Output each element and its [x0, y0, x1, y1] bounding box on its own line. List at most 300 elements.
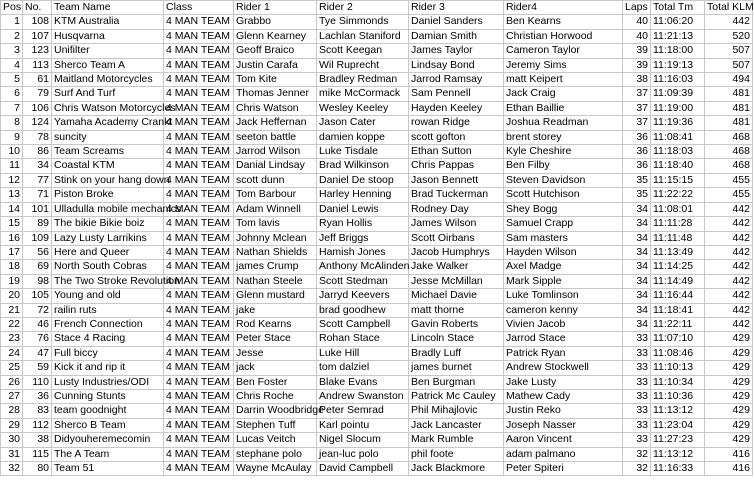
cell-rider-4: Jack Craig [504, 87, 623, 101]
cell-number: 77 [23, 173, 52, 187]
cell-rider-4: Luke Tomlinson [504, 289, 623, 303]
header-rider-3: Rider 3 [409, 1, 504, 15]
cell-rider-4: Andrew Stockwell [504, 361, 623, 375]
cell-laps: 34 [623, 289, 651, 303]
cell-pos: 27 [1, 389, 23, 403]
cell-rider-2: Daniel Lewis [317, 202, 409, 216]
table-row [1, 433, 753, 447]
cell-total-klm: 507 [705, 58, 753, 72]
cell-laps: 38 [623, 73, 651, 87]
cell-total-klm: 442 [705, 274, 753, 288]
table-row [1, 217, 753, 231]
cell-number: 80 [23, 462, 52, 476]
cell-rider-3: rowan Ridge [409, 116, 504, 130]
cell-rider-2: Jason Cater [317, 116, 409, 130]
cell-rider-2: Andrew Swanston [317, 389, 409, 403]
cell-pos: 7 [1, 101, 23, 115]
table-row [1, 462, 753, 476]
cell-total-klm: 442 [705, 317, 753, 331]
cell-rider-1: Jesse [234, 346, 317, 360]
cell-rider-3: Chris Pappas [409, 159, 504, 173]
cell-rider-1: Lucas Veitch [234, 433, 317, 447]
cell-class: 4 MAN TEAM [164, 404, 234, 418]
cell-total-time: 11:07:10 [651, 332, 705, 346]
header-number: No. [23, 1, 52, 15]
cell-rider-4: Scott Hutchison [504, 188, 623, 202]
cell-laps: 40 [623, 29, 651, 43]
cell-rider-1: Adam Winnell [234, 202, 317, 216]
table-row [1, 332, 753, 346]
cell-pos: 15 [1, 217, 23, 231]
cell-total-time: 11:13:49 [651, 245, 705, 259]
cell-total-klm: 494 [705, 73, 753, 87]
header-team-name: Team Name [52, 1, 164, 15]
table-row [1, 418, 753, 432]
cell-total-klm: 429 [705, 375, 753, 389]
cell-pos: 19 [1, 274, 23, 288]
cell-number: 34 [23, 159, 52, 173]
cell-pos: 22 [1, 317, 23, 331]
cell-class: 4 MAN TEAM [164, 44, 234, 58]
cell-rider-4: Ben Kearns [504, 15, 623, 29]
cell-rider-1: Jack Heffernan [234, 116, 317, 130]
cell-rider-4: Peter Spiteri [504, 462, 623, 476]
cell-number: 38 [23, 433, 52, 447]
table-row [1, 130, 753, 144]
cell-rider-1: stephane polo [234, 447, 317, 461]
cell-class: 4 MAN TEAM [164, 217, 234, 231]
table-row [1, 289, 753, 303]
cell-laps: 40 [623, 15, 651, 29]
cell-rider-4: Hayden Wilson [504, 245, 623, 259]
table-row [1, 44, 753, 58]
cell-number: 98 [23, 274, 52, 288]
cell-rider-2: Jeff Briggs [317, 231, 409, 245]
cell-number: 47 [23, 346, 52, 360]
cell-total-time: 11:16:33 [651, 462, 705, 476]
cell-rider-1: Peter Stace [234, 332, 317, 346]
cell-rider-3: Jack Blackmore [409, 462, 504, 476]
cell-laps: 34 [623, 217, 651, 231]
table-row [1, 361, 753, 375]
cell-team-name: suncity [52, 130, 164, 144]
cell-rider-1: Tom Kite [234, 73, 317, 87]
cell-total-time: 11:19:36 [651, 116, 705, 130]
cell-class: 4 MAN TEAM [164, 188, 234, 202]
cell-rider-4: Vivien Jacob [504, 317, 623, 331]
cell-class: 4 MAN TEAM [164, 375, 234, 389]
cell-rider-2: Rohan Stace [317, 332, 409, 346]
table-row [1, 101, 753, 115]
cell-total-klm: 507 [705, 44, 753, 58]
cell-laps: 37 [623, 101, 651, 115]
cell-rider-2: Luke Hill [317, 346, 409, 360]
cell-rider-3: Ethan Sutton [409, 145, 504, 159]
cell-rider-4: Steven Davidson [504, 173, 623, 187]
cell-rider-3: Jake Walker [409, 260, 504, 274]
cell-number: 36 [23, 389, 52, 403]
cell-pos: 4 [1, 58, 23, 72]
cell-total-klm: 455 [705, 173, 753, 187]
cell-total-klm: 442 [705, 303, 753, 317]
cell-total-time: 11:18:00 [651, 44, 705, 58]
cell-rider-3: Jack Lancaster [409, 418, 504, 432]
cell-rider-3: Patrick Mc Cauley [409, 389, 504, 403]
header-laps: Laps [623, 1, 651, 15]
cell-rider-4: Ben Filby [504, 159, 623, 173]
cell-class: 4 MAN TEAM [164, 361, 234, 375]
cell-rider-1: seeton battle [234, 130, 317, 144]
cell-laps: 34 [623, 245, 651, 259]
cell-class: 4 MAN TEAM [164, 418, 234, 432]
cell-laps: 34 [623, 303, 651, 317]
cell-rider-4: Christian Horwood [504, 29, 623, 43]
cell-total-time: 11:11:28 [651, 217, 705, 231]
cell-rider-3: Sam Pennell [409, 87, 504, 101]
cell-total-klm: 442 [705, 202, 753, 216]
cell-rider-4: adam palmano [504, 447, 623, 461]
header-total-klm: Total KLM [705, 1, 753, 15]
table-body [1, 15, 753, 476]
cell-rider-1: Grabbo [234, 15, 317, 29]
cell-laps: 34 [623, 274, 651, 288]
cell-rider-1: Ben Foster [234, 375, 317, 389]
cell-laps: 32 [623, 462, 651, 476]
cell-rider-1: Darrin Woodbridge [234, 404, 317, 418]
cell-rider-3: Jarrod Ramsay [409, 73, 504, 87]
table-row [1, 245, 753, 259]
cell-laps: 35 [623, 188, 651, 202]
cell-laps: 37 [623, 116, 651, 130]
cell-laps: 33 [623, 375, 651, 389]
cell-total-time: 11:13:12 [651, 447, 705, 461]
cell-laps: 35 [623, 173, 651, 187]
cell-laps: 33 [623, 404, 651, 418]
cell-rider-4: brent storey [504, 130, 623, 144]
cell-pos: 20 [1, 289, 23, 303]
cell-class: 4 MAN TEAM [164, 173, 234, 187]
cell-class: 4 MAN TEAM [164, 116, 234, 130]
cell-total-klm: 468 [705, 145, 753, 159]
cell-rider-2: Anthony McAlinden [317, 260, 409, 274]
cell-class: 4 MAN TEAM [164, 245, 234, 259]
cell-number: 86 [23, 145, 52, 159]
cell-total-klm: 416 [705, 447, 753, 461]
cell-total-time: 11:13:12 [651, 404, 705, 418]
header-total-time: Total Tm [651, 1, 705, 15]
cell-rider-2: damien koppe [317, 130, 409, 144]
cell-pos: 21 [1, 303, 23, 317]
cell-pos: 9 [1, 130, 23, 144]
cell-rider-4: matt Keipert [504, 73, 623, 87]
cell-total-klm: 481 [705, 116, 753, 130]
cell-rider-3: Lindsay Bond [409, 58, 504, 72]
cell-rider-2: Wesley Keeley [317, 101, 409, 115]
cell-rider-3: Rodney Day [409, 202, 504, 216]
cell-pos: 2 [1, 29, 23, 43]
table-row [1, 173, 753, 187]
cell-number: 71 [23, 188, 52, 202]
cell-class: 4 MAN TEAM [164, 332, 234, 346]
cell-total-time: 11:18:41 [651, 303, 705, 317]
cell-number: 112 [23, 418, 52, 432]
cell-number: 110 [23, 375, 52, 389]
table-row [1, 375, 753, 389]
cell-rider-3: Phil Mihajlovic [409, 404, 504, 418]
cell-total-klm: 429 [705, 404, 753, 418]
cell-total-time: 11:15:15 [651, 173, 705, 187]
cell-rider-3: Scott Oirbans [409, 231, 504, 245]
cell-pos: 29 [1, 418, 23, 432]
table-row [1, 389, 753, 403]
cell-total-time: 11:08:01 [651, 202, 705, 216]
cell-rider-3: James Wilson [409, 217, 504, 231]
cell-pos: 30 [1, 433, 23, 447]
cell-team-name: Here and Queer [52, 245, 164, 259]
cell-number: 72 [23, 303, 52, 317]
cell-rider-3: Damian Smith [409, 29, 504, 43]
table-row [1, 202, 753, 216]
cell-total-klm: 442 [705, 260, 753, 274]
cell-pos: 1 [1, 15, 23, 29]
cell-total-klm: 429 [705, 389, 753, 403]
cell-total-klm: 429 [705, 346, 753, 360]
cell-rider-2: Luke Tisdale [317, 145, 409, 159]
cell-rider-4: Mathew Cady [504, 389, 623, 403]
cell-pos: 16 [1, 231, 23, 245]
cell-team-name: The A Team [52, 447, 164, 461]
cell-rider-1: jake [234, 303, 317, 317]
cell-rider-3: james burnet [409, 361, 504, 375]
cell-rider-3: Mark Rumble [409, 433, 504, 447]
table-row [1, 447, 753, 461]
cell-rider-4: Joseph Nasser [504, 418, 623, 432]
cell-number: 69 [23, 260, 52, 274]
cell-number: 107 [23, 29, 52, 43]
cell-rider-3: Ben Burgman [409, 375, 504, 389]
cell-team-name: The bikie Bikie boiz [52, 217, 164, 231]
cell-class: 4 MAN TEAM [164, 145, 234, 159]
table-row [1, 260, 753, 274]
cell-rider-2: Ryan Hollis [317, 217, 409, 231]
cell-rider-2: Hamish Jones [317, 245, 409, 259]
cell-rider-1: Rod Kearns [234, 317, 317, 331]
cell-pos: 6 [1, 87, 23, 101]
cell-rider-4: Joshua Readman [504, 116, 623, 130]
cell-class: 4 MAN TEAM [164, 15, 234, 29]
cell-team-name: Coastal KTM [52, 159, 164, 173]
cell-team-name: Husqvarna [52, 29, 164, 43]
cell-class: 4 MAN TEAM [164, 58, 234, 72]
cell-rider-1: Danial Lindsay [234, 159, 317, 173]
cell-class: 4 MAN TEAM [164, 317, 234, 331]
cell-number: 113 [23, 58, 52, 72]
header-class: Class [164, 1, 234, 15]
table-row [1, 87, 753, 101]
cell-rider-3: Michael Davie [409, 289, 504, 303]
header-rider-1: Rider 1 [234, 1, 317, 15]
cell-laps: 34 [623, 231, 651, 245]
cell-total-time: 11:10:36 [651, 389, 705, 403]
cell-number: 105 [23, 289, 52, 303]
cell-total-time: 11:16:44 [651, 289, 705, 303]
header-rider-4: Rider4 [504, 1, 623, 15]
cell-total-time: 11:22:11 [651, 317, 705, 331]
cell-team-name: Ulladulla mobile mechanics [52, 202, 164, 216]
cell-total-time: 11:09:39 [651, 87, 705, 101]
cell-total-klm: 455 [705, 188, 753, 202]
cell-rider-1: Glenn Kearney [234, 29, 317, 43]
cell-rider-2: Blake Evans [317, 375, 409, 389]
table-row [1, 404, 753, 418]
cell-team-name: Maitland Motorcycles [52, 73, 164, 87]
cell-number: 59 [23, 361, 52, 375]
cell-number: 79 [23, 87, 52, 101]
cell-team-name: Didyouheremecomin [52, 433, 164, 447]
cell-rider-2: Harley Henning [317, 188, 409, 202]
cell-rider-1: Wayne McAulay [234, 462, 317, 476]
cell-laps: 39 [623, 44, 651, 58]
cell-number: 76 [23, 332, 52, 346]
cell-team-name: Stace 4 Racing [52, 332, 164, 346]
cell-laps: 33 [623, 418, 651, 432]
cell-number: 56 [23, 245, 52, 259]
cell-number: 115 [23, 447, 52, 461]
cell-class: 4 MAN TEAM [164, 130, 234, 144]
cell-pos: 10 [1, 145, 23, 159]
cell-rider-3: Daniel Sanders [409, 15, 504, 29]
cell-number: 61 [23, 73, 52, 87]
cell-number: 101 [23, 202, 52, 216]
table-row [1, 317, 753, 331]
cell-rider-4: Jake Lusty [504, 375, 623, 389]
cell-total-klm: 416 [705, 462, 753, 476]
cell-rider-1: Geoff Braico [234, 44, 317, 58]
cell-pos: 26 [1, 375, 23, 389]
cell-total-time: 11:08:46 [651, 346, 705, 360]
cell-number: 124 [23, 116, 52, 130]
cell-rider-1: Johnny Mclean [234, 231, 317, 245]
cell-rider-2: Karl pointu [317, 418, 409, 432]
cell-rider-1: Nathan Steele [234, 274, 317, 288]
cell-rider-2: tom dalziel [317, 361, 409, 375]
cell-number: 109 [23, 231, 52, 245]
cell-laps: 33 [623, 361, 651, 375]
cell-pos: 5 [1, 73, 23, 87]
cell-rider-3: matt thorne [409, 303, 504, 317]
cell-total-klm: 442 [705, 231, 753, 245]
table-row [1, 15, 753, 29]
cell-class: 4 MAN TEAM [164, 87, 234, 101]
cell-pos: 17 [1, 245, 23, 259]
cell-total-time: 11:21:13 [651, 29, 705, 43]
cell-rider-4: Justin Reko [504, 404, 623, 418]
cell-team-name: French Connection [52, 317, 164, 331]
cell-rider-1: Nathan Shields [234, 245, 317, 259]
cell-total-klm: 520 [705, 29, 753, 43]
cell-laps: 33 [623, 332, 651, 346]
cell-class: 4 MAN TEAM [164, 346, 234, 360]
table-row [1, 73, 753, 87]
header-pos: Pos [1, 1, 23, 15]
cell-class: 4 MAN TEAM [164, 202, 234, 216]
table-row [1, 145, 753, 159]
cell-rider-2: jean-luc polo [317, 447, 409, 461]
cell-team-name: North South Cobras [52, 260, 164, 274]
cell-rider-1: Jarrod Wilson [234, 145, 317, 159]
cell-total-time: 11:27:23 [651, 433, 705, 447]
cell-total-time: 11:16:03 [651, 73, 705, 87]
cell-total-klm: 468 [705, 159, 753, 173]
cell-rider-4: Samuel Crapp [504, 217, 623, 231]
cell-rider-1: Glenn mustard [234, 289, 317, 303]
cell-class: 4 MAN TEAM [164, 159, 234, 173]
cell-total-klm: 442 [705, 289, 753, 303]
cell-team-name: Cunning Stunts [52, 389, 164, 403]
table-row [1, 274, 753, 288]
cell-total-time: 11:06:20 [651, 15, 705, 29]
cell-rider-4: Kyle Cheshire [504, 145, 623, 159]
cell-rider-1: jack [234, 361, 317, 375]
cell-team-name: Full biccy [52, 346, 164, 360]
cell-team-name: Young and old [52, 289, 164, 303]
cell-rider-4: Axel Madge [504, 260, 623, 274]
cell-rider-2: Nigel Slocum [317, 433, 409, 447]
cell-rider-3: phil foote [409, 447, 504, 461]
cell-total-time: 11:22:22 [651, 188, 705, 202]
cell-rider-1: scott dunn [234, 173, 317, 187]
cell-team-name: Lazy Lusty Larrikins [52, 231, 164, 245]
cell-number: 83 [23, 404, 52, 418]
cell-rider-1: Justin Carafa [234, 58, 317, 72]
cell-rider-2: Scott Stedman [317, 274, 409, 288]
cell-total-klm: 429 [705, 433, 753, 447]
cell-rider-4: cameron kenny [504, 303, 623, 317]
cell-rider-2: David Campbell [317, 462, 409, 476]
cell-class: 4 MAN TEAM [164, 29, 234, 43]
cell-rider-4: Shey Bogg [504, 202, 623, 216]
cell-rider-3: Bradly Luff [409, 346, 504, 360]
cell-laps: 34 [623, 260, 651, 274]
cell-class: 4 MAN TEAM [164, 433, 234, 447]
cell-rider-2: brad goodhew [317, 303, 409, 317]
cell-number: 123 [23, 44, 52, 58]
cell-rider-3: scott gofton [409, 130, 504, 144]
cell-rider-2: Bradley Redman [317, 73, 409, 87]
cell-pos: 18 [1, 260, 23, 274]
cell-rider-3: Gavin Roberts [409, 317, 504, 331]
cell-team-name: Kick it and rip it [52, 361, 164, 375]
cell-team-name: railin ruts [52, 303, 164, 317]
cell-number: 78 [23, 130, 52, 144]
cell-number: 106 [23, 101, 52, 115]
cell-team-name: Surf And Turf [52, 87, 164, 101]
cell-total-klm: 442 [705, 217, 753, 231]
cell-rider-3: Lincoln Stace [409, 332, 504, 346]
cell-rider-3: Jason Bennett [409, 173, 504, 187]
cell-rider-2: Scott Keegan [317, 44, 409, 58]
cell-rider-3: Brad Tuckerman [409, 188, 504, 202]
cell-pos: 8 [1, 116, 23, 130]
cell-pos: 11 [1, 159, 23, 173]
cell-pos: 32 [1, 462, 23, 476]
cell-team-name: Team 51 [52, 462, 164, 476]
cell-class: 4 MAN TEAM [164, 289, 234, 303]
cell-total-klm: 481 [705, 101, 753, 115]
cell-laps: 39 [623, 58, 651, 72]
cell-rider-1: Chris Watson [234, 101, 317, 115]
cell-rider-2: Brad Wilkinson [317, 159, 409, 173]
